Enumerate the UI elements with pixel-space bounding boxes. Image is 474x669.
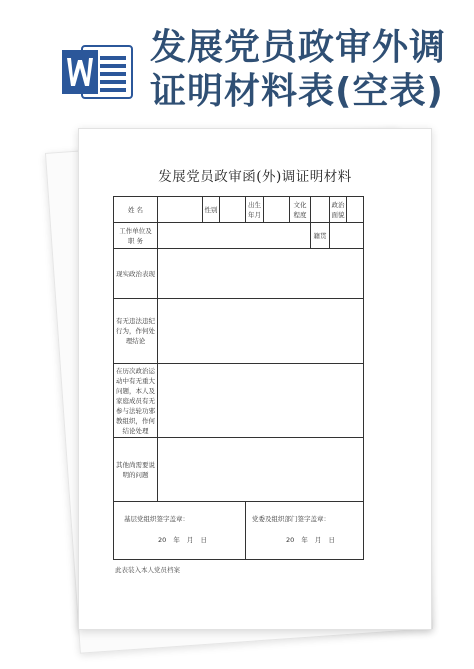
section-value-violations — [158, 299, 364, 364]
sign-date-grassroots: 20 年 月 日 — [158, 536, 207, 544]
sign-label-grassroots: 基层党组织签字盖章： — [124, 515, 189, 523]
sign-cell-committee — [246, 502, 364, 560]
section-value-other — [158, 438, 364, 502]
table-row — [114, 299, 364, 364]
banner-title — [150, 26, 470, 114]
section-value-political — [158, 249, 364, 299]
table-row — [114, 438, 364, 502]
table-row — [114, 197, 364, 223]
native-value-cell — [330, 223, 364, 249]
education-label: 文化程度 — [290, 197, 311, 223]
banner-title-line2: 证明材料表(空表) — [150, 71, 444, 112]
native-label: 籍贯 — [311, 223, 330, 249]
section-label-political: 现实政治表现 — [114, 249, 158, 299]
sign-cell-grassroots — [114, 502, 246, 560]
table-row — [114, 249, 364, 299]
banner-title-line1: 发展党员政审外调 — [150, 27, 447, 68]
birth-value-cell — [264, 197, 290, 223]
name-label: 姓 名 — [114, 197, 158, 223]
document-page — [78, 128, 432, 630]
work-label: 工作单位及 职 务 — [114, 223, 158, 249]
section-value-history — [158, 364, 364, 438]
political-value-cell — [347, 197, 364, 223]
document-title: 发展党员政审函(外)调证明材料 — [158, 169, 352, 185]
word-app-icon — [60, 42, 134, 102]
name-value-cell — [158, 197, 203, 223]
education-value-cell — [311, 197, 330, 223]
gender-label: 性别 — [203, 197, 220, 223]
table-row — [114, 364, 364, 438]
work-value-cell — [158, 223, 311, 249]
form-table — [113, 196, 364, 560]
table-row — [114, 502, 364, 560]
birth-label: 出生年月 — [246, 197, 264, 223]
sign-label-committee: 党委及组织部门签字盖章： — [252, 515, 330, 523]
sign-date-committee: 20 年 月 日 — [286, 536, 335, 544]
footer-note: 此表装入本人党员档案 — [115, 566, 180, 574]
political-label: 政治面貌 — [330, 197, 347, 223]
section-label-history: 在历次政治运动中有无重大问题，本人及家庭成员有无参与法轮功邪教组织，作何结论处理 — [114, 364, 158, 438]
section-label-other: 其他尚需要说明的问题 — [114, 438, 158, 502]
table-row — [114, 223, 364, 249]
gender-value-cell — [220, 197, 246, 223]
section-label-violations: 有无违法违纪行为，作何处理结论 — [114, 299, 158, 364]
